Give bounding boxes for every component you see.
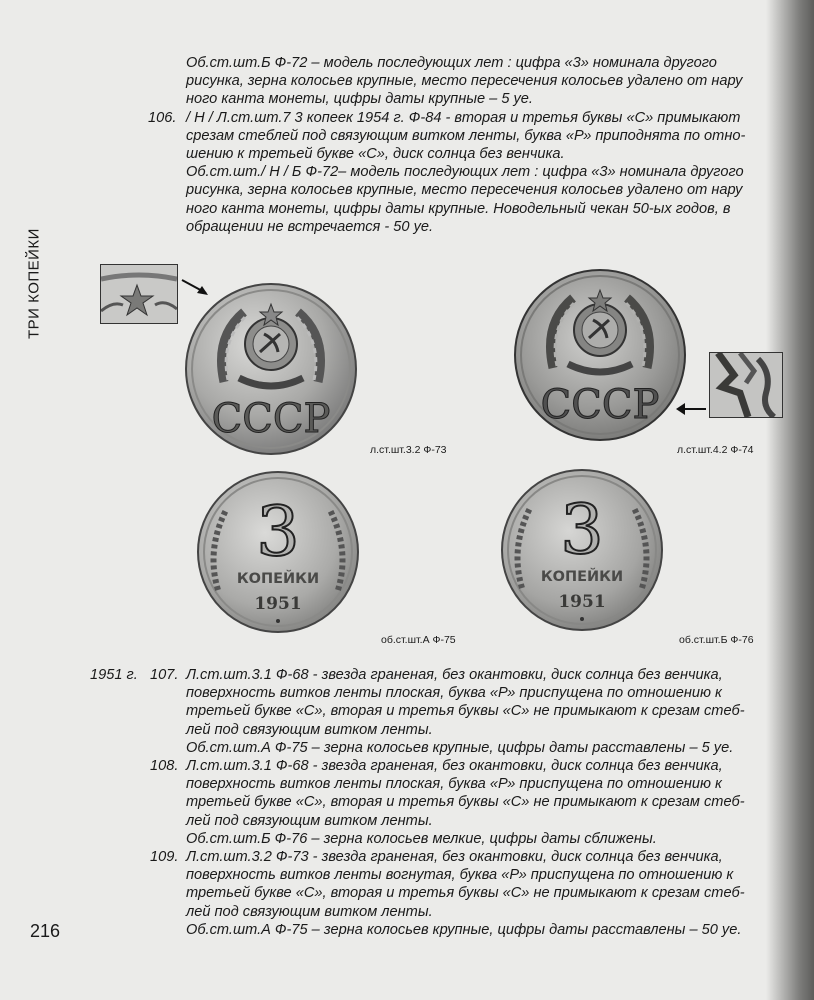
- entry-107: [186, 666, 745, 757]
- arrow-left-icon: [674, 402, 708, 416]
- text-line: рисунка, зерна колосьев крупные, место пересечения колосьев удалено от нару: [186, 182, 743, 199]
- obverse-legend: СССР: [211, 396, 331, 442]
- year-heading: 1951 г.: [90, 667, 138, 683]
- text-line: Об.ст.шт./ Н / Б Ф-72– модель последующих лет : цифра «3» номинала другого: [186, 164, 744, 181]
- text-line: третьей букве «С», вторая и третья буквы «С» не примыкают к срезам стеб-: [186, 885, 745, 902]
- text-line: третьей букве «С», вторая и третья буквы «С» не примыкают к срезам стеб-: [186, 794, 745, 811]
- text-line: третьей букве «С», вторая и третья буквы «С» не примыкают к срезам стеб-: [186, 703, 745, 720]
- text-line: Об.ст.шт.Б Ф-72 – модель последующих лет : цифра «3» номинала другого: [186, 55, 717, 71]
- obverse-legend: СССР: [540, 382, 660, 428]
- text-line: поверхность витков ленты плоская, буква «Р» приспущена по отношению к: [186, 685, 722, 702]
- coin-year: 1951: [558, 592, 606, 612]
- entry-106: [186, 109, 745, 236]
- text-line: Об.ст.шт.А Ф-75 – зерна колосьев крупные, цифры даты расставлены – 50 уе.: [186, 921, 742, 938]
- coin-reverse-left: [196, 470, 360, 634]
- entry-109: [186, 848, 745, 939]
- text-line: срезам стеблей под связующим витком ленты, буква «Р» приподнята по отно-: [186, 127, 746, 144]
- denomination-numeral: 3: [256, 493, 300, 572]
- star-detail-inset: [100, 264, 178, 324]
- text-line: Л.ст.шт.3.1 Ф-68 - звезда граненая, без окантовки, диск солнца без венчика,: [186, 667, 723, 683]
- text-line: Об.ст.шт.А Ф-75 – зерна колосьев крупные, цифры даты расставлены – 5 уе.: [186, 739, 734, 756]
- text-line: ного канта монеты, цифры даты крупные. Новодельный чекан 50-ых годов, в: [186, 200, 731, 217]
- entry-106-number: 106.: [148, 109, 177, 126]
- denomination-word: КОПЕЙКИ: [540, 569, 624, 585]
- page-number: 216: [30, 921, 61, 941]
- ribbon-detail-inset: [709, 352, 783, 418]
- text-line: лей под связующим витком ленты.: [186, 903, 433, 920]
- text-line: лей под связующим витком ленты.: [186, 721, 433, 738]
- text-line: ного канта монеты, цифры даты крупные – 5 уе.: [186, 91, 533, 108]
- coin-label-bottom-right: об.ст.шт.Б Ф-76: [679, 634, 754, 646]
- text-line: Об.ст.шт.Б Ф-76 – зерна колосьев мелкие, цифры даты сближены.: [186, 830, 657, 847]
- coin-label-top-left: л.ст.шт.3.2 Ф-73: [370, 444, 447, 456]
- coin-year: 1951: [254, 594, 302, 614]
- denomination-word: КОПЕЙКИ: [236, 571, 320, 587]
- text-line: лей под связующим витком ленты.: [186, 812, 433, 829]
- top-text-block: [186, 54, 742, 109]
- text-line: / Н / Л.ст.шт.7 3 копеек 1954 г. Ф-84 - вторая и третья буквы «С» примыкают: [186, 109, 741, 126]
- running-title: ТРИ КОПЕЙКИ: [25, 228, 43, 339]
- text-line: Л.ст.шт.3.1 Ф-68 - звезда граненая, без окантовки, диск солнца без венчика,: [186, 758, 723, 774]
- entry-108: [186, 757, 745, 848]
- coin-label-bottom-left: об.ст.шт.А Ф-75: [381, 634, 456, 646]
- entry-109-number: 109.: [150, 849, 179, 865]
- denomination-numeral: 3: [560, 491, 604, 570]
- text-line: рисунка, зерна колосьев крупные, место пересечения колосьев удалено от нару: [186, 73, 743, 90]
- text-line: поверхность витков ленты плоская, буква «Р» приспущена по отношению к: [186, 776, 722, 793]
- coin-label-top-right: л.ст.шт.4.2 Ф-74: [677, 444, 754, 456]
- coin-obverse-right: [513, 268, 687, 442]
- text-line: Л.ст.шт.3.2 Ф-73 - звезда граненая, без окантовки, диск солнца без венчика,: [186, 849, 723, 865]
- entry-107-number: 107.: [150, 667, 179, 683]
- entry-108-number: 108.: [150, 758, 179, 774]
- text-line: обращении не встречается - 50 уе.: [186, 218, 434, 235]
- text-line: шению к третьей букве «С», диск солнца без венчика.: [186, 145, 565, 162]
- coin-obverse-left: [184, 282, 358, 456]
- text-line: поверхность витков ленты вогнутая, буква «Р» приспущена по отношению к: [186, 867, 734, 884]
- coin-reverse-right: [500, 468, 664, 632]
- page-edge-shadow: [766, 0, 814, 1000]
